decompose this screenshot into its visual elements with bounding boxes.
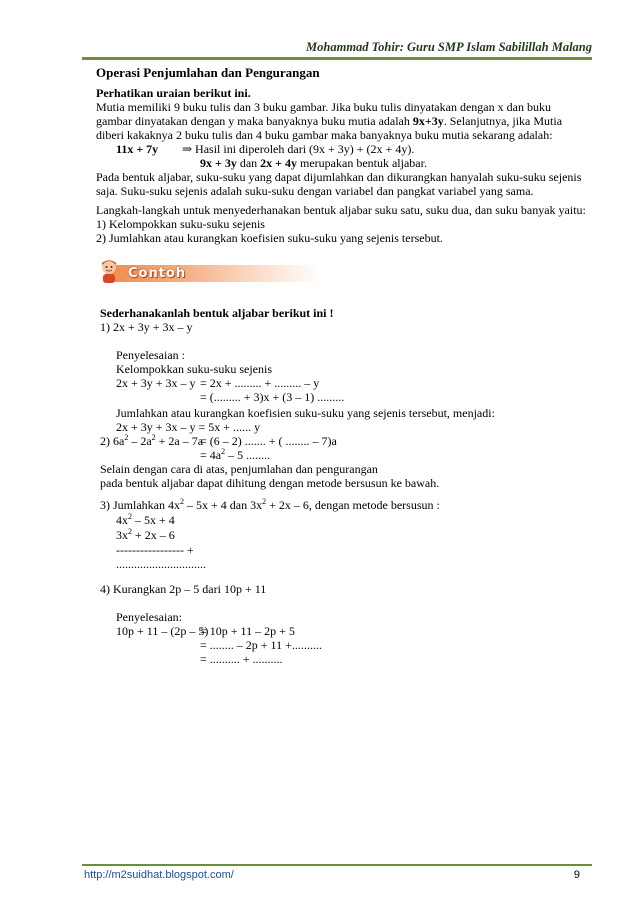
intro-line-2: [96, 114, 562, 128]
question-3: [100, 498, 440, 512]
eq2-a: 9x + 3y: [200, 156, 237, 170]
page-number: 9: [573, 869, 580, 881]
q4-step-2: = ........ – 2p + 11 +..........: [200, 638, 322, 652]
q4-step-1-left: 10p + 11 – (2p – 5): [116, 624, 209, 638]
alt-method-line-1: Selain dengan cara di atas, penjumlahan dan pengurangan: [100, 462, 378, 476]
q3-part-a: 3) Jumlahkan 4x: [100, 498, 180, 512]
q4-step-3: = .......... + ..........: [200, 652, 283, 666]
solution-label-1: Penyelesaian :: [116, 348, 185, 362]
equation-line-2: [200, 156, 427, 170]
running-header: Mohammad Tohir: Guru SMP Islam Sabilillah Malang: [306, 40, 592, 54]
intro-line-2a: gambar dinyatakan dengan y maka banyaknya buku mutia adalah: [96, 114, 413, 128]
intro-line-2c: . Selanjutnya, jika Mutia: [443, 114, 563, 128]
solution-label-4: Penyelesaian:: [116, 610, 182, 624]
section-title: Operasi Penjumlahan dan Pengurangan: [96, 65, 320, 80]
intro-line-3: diberi kakaknya 2 buku tulis dan 4 buku gambar maka banyaknya buku mutia sekarang adalah:: [96, 128, 553, 142]
q2-sup-1: 2: [124, 433, 129, 442]
q2-part-a: 2) 6a: [100, 434, 125, 448]
q2-step-2b: – 5 ........: [225, 448, 271, 462]
contoh-banner: [96, 258, 322, 284]
question-1: 1) 2x + 3y + 3x – y: [100, 320, 193, 334]
q1-step-2: = (......... + 3)x + (3 – 1) .........: [200, 390, 345, 404]
stack-row-1a: 4x: [116, 513, 128, 527]
example-heading: Sederhanakanlah bentuk aljabar berikut ini !: [100, 306, 334, 320]
q3-part-b: – 5x + 4 dan 3x: [184, 498, 263, 512]
intro-heading: Perhatikan uraian berikut ini.: [96, 86, 251, 100]
equation-explanation: ⇒ Hasil ini diperoleh dari (9x + 3y) + (2x + 4y).: [182, 142, 415, 156]
sum-instruction: Jumlahkan atau kurangkan koefisien suku-suku yang sejenis tersebut, menjadi:: [116, 406, 495, 420]
q3-sup-1: 2: [180, 497, 184, 506]
stack-row-1b: – 5x + 4: [132, 513, 175, 527]
steps-title: Langkah-langkah untuk menyederhanakan bentuk aljabar suku satu, suku dua, dan suku banyak yaitu:: [96, 203, 586, 217]
para-2-line-1: Pada bentuk aljabar, suku-suku yang dapat dijumlahkan dan dikurangkan hanyalah suku-suku sejenis: [96, 170, 582, 184]
stack-row-2: [116, 528, 175, 542]
intro-line-1: Mutia memiliki 9 buku tulis dan 3 buku gambar. Jika buku tulis dinyatakan dengan x dan buku: [96, 100, 551, 114]
banner-label: Contoh: [128, 266, 187, 281]
stack-sup-2: 2: [128, 527, 132, 536]
header-rule: [82, 57, 592, 60]
eq2-b: dan: [236, 156, 261, 170]
stack-row-2b: + 2x – 6: [132, 528, 175, 542]
q2-sup-3: 2: [221, 447, 226, 456]
eq2-c: 2x + 4y: [260, 156, 298, 170]
footer-link[interactable]: http://m2suidhat.blogspot.com/: [84, 869, 234, 881]
stack-row-1: [116, 513, 175, 527]
stack-answer: ..............................: [116, 557, 206, 571]
question-4: 4) Kurangkan 2p – 5 dari 10p + 11: [100, 582, 267, 596]
step-1: 1) Kelompokkan suku-suku sejenis: [96, 217, 265, 231]
equation-result: 11x + 7y: [116, 142, 159, 156]
q2-sup-2: 2: [151, 433, 156, 442]
q1-step-1-left: 2x + 3y + 3x – y: [116, 376, 196, 390]
q3-sup-2: 2: [262, 497, 267, 506]
footer-rule: [82, 864, 592, 866]
question-2: [100, 434, 203, 448]
q2-part-b: – 2a: [128, 434, 152, 448]
q4-step-1-right: = 10p + 11 – 2p + 5: [200, 624, 295, 638]
q1-step-1-right: = 2x + ......... + ......... – y: [200, 376, 320, 390]
eq2-d: merupakan bentuk aljabar.: [297, 156, 427, 170]
step-2: 2) Jumlahkan atau kurangkan koefisien suku-suku yang sejenis tersebut.: [96, 231, 443, 245]
q1-result: 2x + 3y + 3x – y = 5x + ...... y: [116, 420, 261, 434]
q2-part-c: + 2a – 7a: [155, 434, 204, 448]
q2-step-2: [200, 448, 270, 462]
stack-divider: ----------------- +: [116, 543, 194, 557]
alt-method-line-2: pada bentuk aljabar dapat dihitung dengan metode bersusun ke bawah.: [100, 476, 440, 490]
q2-step-2a: = 4a: [200, 448, 222, 462]
para-2-line-2: saja. Suku-suku sejenis adalah suku-suku dengan variabel dan pangkat variabel yang sama.: [96, 184, 534, 198]
q3-part-c: + 2x – 6, dengan metode bersusun :: [266, 498, 440, 512]
group-instruction: Kelompokkan suku-suku sejenis: [116, 362, 272, 376]
stack-row-2a: 3x: [116, 528, 128, 542]
intro-line-2b: 9x+3y: [412, 114, 444, 128]
q2-step-1: = (6 – 2) ....... + ( ........ – 7)a: [200, 434, 337, 448]
stack-sup-1: 2: [128, 512, 132, 521]
kid-icon: [96, 258, 122, 284]
